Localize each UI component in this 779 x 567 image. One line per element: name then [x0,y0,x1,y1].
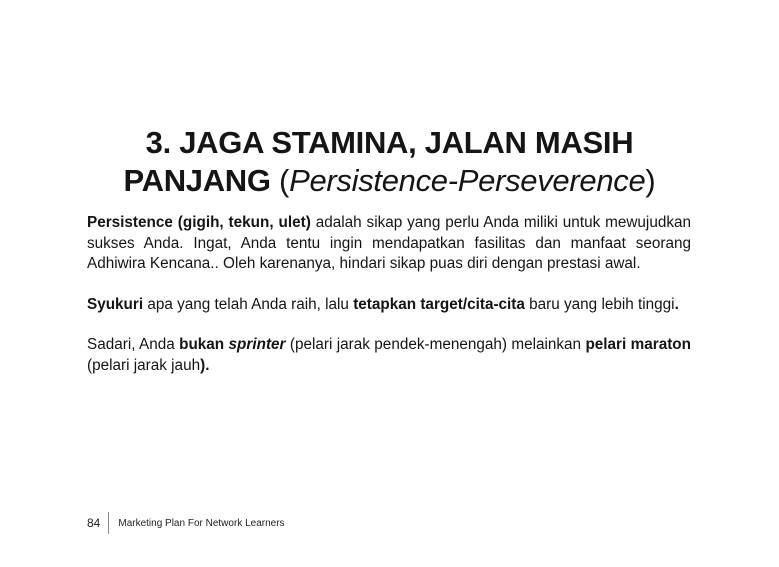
syukuri-period: . [674,295,679,313]
paragraph-syukuri [87,295,691,316]
sadari-text-2: (pelari jarak pendek-menengah) melainkan [285,336,586,353]
pelari-maraton-term: pelari maraton [585,336,691,353]
paragraph-persistence [87,213,691,275]
sadari-text-1: Sadari, Anda [87,336,180,353]
persistence-text: adalah sikap yang perlu Anda miliki untuk mewujudkan sukses Anda. Ingat, Anda tentu ingin mendapatkan fasilitas dan manfaat seorang Adhiwira Kencana.. Oleh karenanya, hindari sikap puas diri dengan prestasi awal. [87,214,692,272]
bukan-term: bukan [179,336,225,353]
body-text [87,213,691,396]
book-title: Marketing Plan For Network Learners [118,517,285,529]
section-heading [60,124,719,200]
persistence-term: Persistence (gigih, tekun, ulet) [87,214,311,231]
syukuri-text-2: baru yang lebih tinggi [524,295,675,313]
sadari-text-3: (pelari jarak jauh [87,356,201,374]
sadari-closing: ). [200,356,210,374]
paragraph-sadari [87,335,691,376]
sprinter-term: sprinter [228,336,286,353]
heading-paren-close: ) [645,163,656,198]
heading-paren-open: ( [270,163,290,198]
heading-subtitle-italic: Persistence-Perseverence [289,163,646,198]
syukuri-term: Syukuri [87,295,144,313]
heading-line-2-bold: PANJANG [123,163,271,198]
heading-line-1: 3. JAGA STAMINA, JALAN MASIH [145,125,634,160]
syukuri-text-1: apa yang telah Anda raih, lalu [143,295,354,313]
page-footer [87,512,285,534]
target-term: tetapkan target/cita-cita [353,295,525,313]
footer-divider [108,512,109,534]
page-number: 84 [87,516,101,530]
